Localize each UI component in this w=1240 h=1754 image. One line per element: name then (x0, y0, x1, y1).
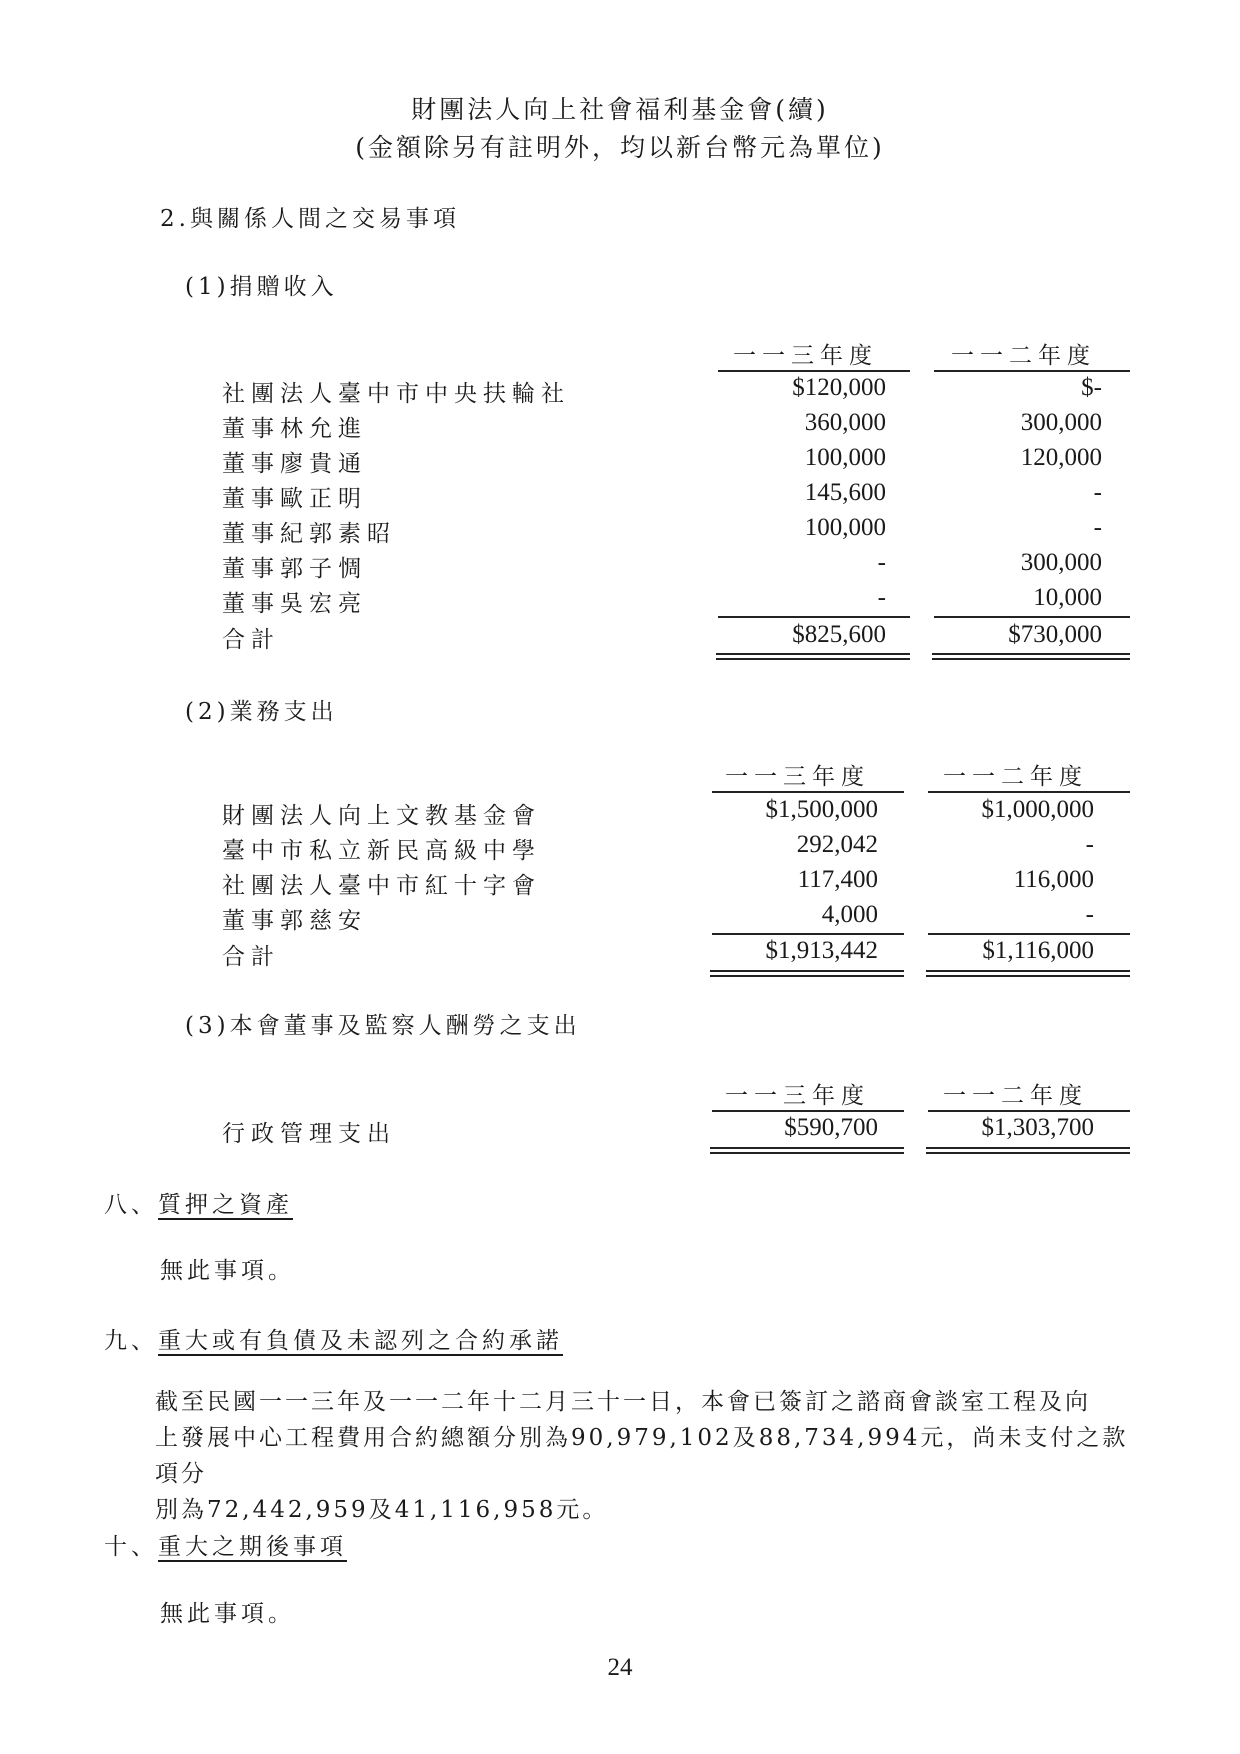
value-113: $590,700 (784, 1114, 878, 1141)
header-rule (928, 791, 1130, 793)
column-header-113: 一一三年度 (725, 764, 870, 790)
value-113: 4,000 (821, 901, 878, 928)
document-subtitle: (金額除另有註明外，均以新台幣元為單位) (355, 133, 885, 162)
row-label: 社團法人臺中市紅十字會 (222, 873, 541, 899)
value-112: 300,000 (1020, 409, 1102, 436)
value-112: $- (1081, 374, 1102, 401)
document-title: 財團法人向上社會福利基金會(續) (411, 95, 829, 124)
value-112: $1,303,700 (981, 1114, 1094, 1141)
double-underline (926, 970, 1130, 977)
value-113: 360,000 (804, 409, 886, 436)
value-112: $1,000,000 (981, 796, 1094, 823)
section-title: 重大之期後事項 (158, 1534, 347, 1560)
double-underline (710, 1147, 904, 1154)
section-heading-related-party: 2.與關係人間之交易事項 (160, 206, 460, 232)
paragraph-line: 上發展中心工程費用合約總額分別為90,979,102及88,734,994元，尚未支付之款項分 (155, 1425, 1129, 1487)
value-113: 117,400 (797, 866, 878, 893)
header-rule (928, 1110, 1130, 1112)
section-number: 八、 (104, 1192, 158, 1218)
row-label: 董事歐正明 (222, 486, 367, 512)
total-label: 合計 (222, 627, 280, 653)
section-heading-contingent-liabilities (104, 1322, 563, 1355)
total-label: 合計 (222, 944, 280, 970)
row-label: 財團法人向上文教基金會 (222, 803, 541, 829)
total-113: $825,600 (792, 621, 886, 648)
header-rule (718, 370, 910, 372)
subsection-title-donation-income: (1)捐贈收入 (185, 274, 338, 300)
section-body: 無此事項。 (160, 1601, 295, 1627)
subtotal-rule (718, 616, 910, 618)
section-body: 無此事項。 (160, 1258, 295, 1284)
double-underline (716, 653, 910, 660)
page-number: 24 (607, 1654, 633, 1681)
double-underline (932, 653, 1130, 660)
value-112: - (1093, 514, 1102, 541)
section-heading-subsequent-events (104, 1528, 347, 1561)
value-113: 292,042 (796, 831, 878, 858)
value-113: 145,600 (804, 479, 886, 506)
header-rule (712, 1110, 904, 1112)
value-112: - (1085, 831, 1094, 858)
column-header-112: 一一二年度 (951, 343, 1096, 369)
row-label: 社團法人臺中市中央扶輪社 (222, 381, 570, 407)
total-112: $1,116,000 (982, 937, 1094, 964)
value-113: - (877, 549, 886, 576)
subtotal-rule (928, 933, 1130, 935)
value-112: - (1093, 479, 1102, 506)
subsection-title-remuneration: (3)本會董事及監察人酬勞之支出 (185, 1013, 581, 1039)
row-label: 臺中市私立新民高級中學 (222, 838, 541, 864)
row-label: 董事吳宏亮 (222, 591, 367, 617)
section-number: 十、 (104, 1534, 158, 1560)
column-header-112: 一一二年度 (943, 764, 1088, 790)
row-label: 董事廖貴通 (222, 451, 367, 477)
section-title: 重大或有負債及未認列之合約承諾 (158, 1328, 563, 1354)
value-112: - (1085, 901, 1094, 928)
header-rule (934, 370, 1130, 372)
row-label: 董事林允進 (222, 416, 367, 442)
subsection-title-business-expense: (2)業務支出 (185, 699, 338, 725)
value-112: 120,000 (1020, 444, 1102, 471)
section-paragraph (155, 1384, 1145, 1528)
value-112: 300,000 (1020, 549, 1102, 576)
value-113: 100,000 (804, 514, 886, 541)
row-label: 行政管理支出 (222, 1121, 396, 1147)
value-112: 10,000 (1033, 584, 1102, 611)
paragraph-line: 截至民國一一三年及一一二年十二月三十一日，本會已簽訂之諮商會談室工程及向 (155, 1389, 1091, 1415)
subtotal-rule (934, 616, 1130, 618)
value-113: $1,500,000 (765, 796, 878, 823)
section-title: 質押之資產 (158, 1192, 293, 1218)
section-number: 九、 (104, 1328, 158, 1354)
column-header-113: 一一三年度 (725, 1083, 870, 1109)
row-label: 董事郭子惆 (222, 556, 367, 582)
double-underline (926, 1147, 1130, 1154)
column-header-112: 一一二年度 (943, 1083, 1088, 1109)
section-heading-pledged-assets (104, 1186, 293, 1219)
value-113: - (877, 584, 886, 611)
column-header-113: 一一三年度 (733, 343, 878, 369)
header-rule (712, 791, 904, 793)
row-label: 董事紀郭素昭 (222, 521, 396, 547)
total-112: $730,000 (1008, 621, 1102, 648)
paragraph-line: 別為72,442,959及41,116,958元。 (155, 1497, 609, 1523)
double-underline (710, 970, 904, 977)
value-113: 100,000 (804, 444, 886, 471)
row-label: 董事郭慈安 (222, 908, 367, 934)
total-113: $1,913,442 (765, 937, 878, 964)
value-112: 116,000 (1013, 866, 1094, 893)
subtotal-rule (712, 933, 904, 935)
value-113: $120,000 (792, 374, 886, 401)
